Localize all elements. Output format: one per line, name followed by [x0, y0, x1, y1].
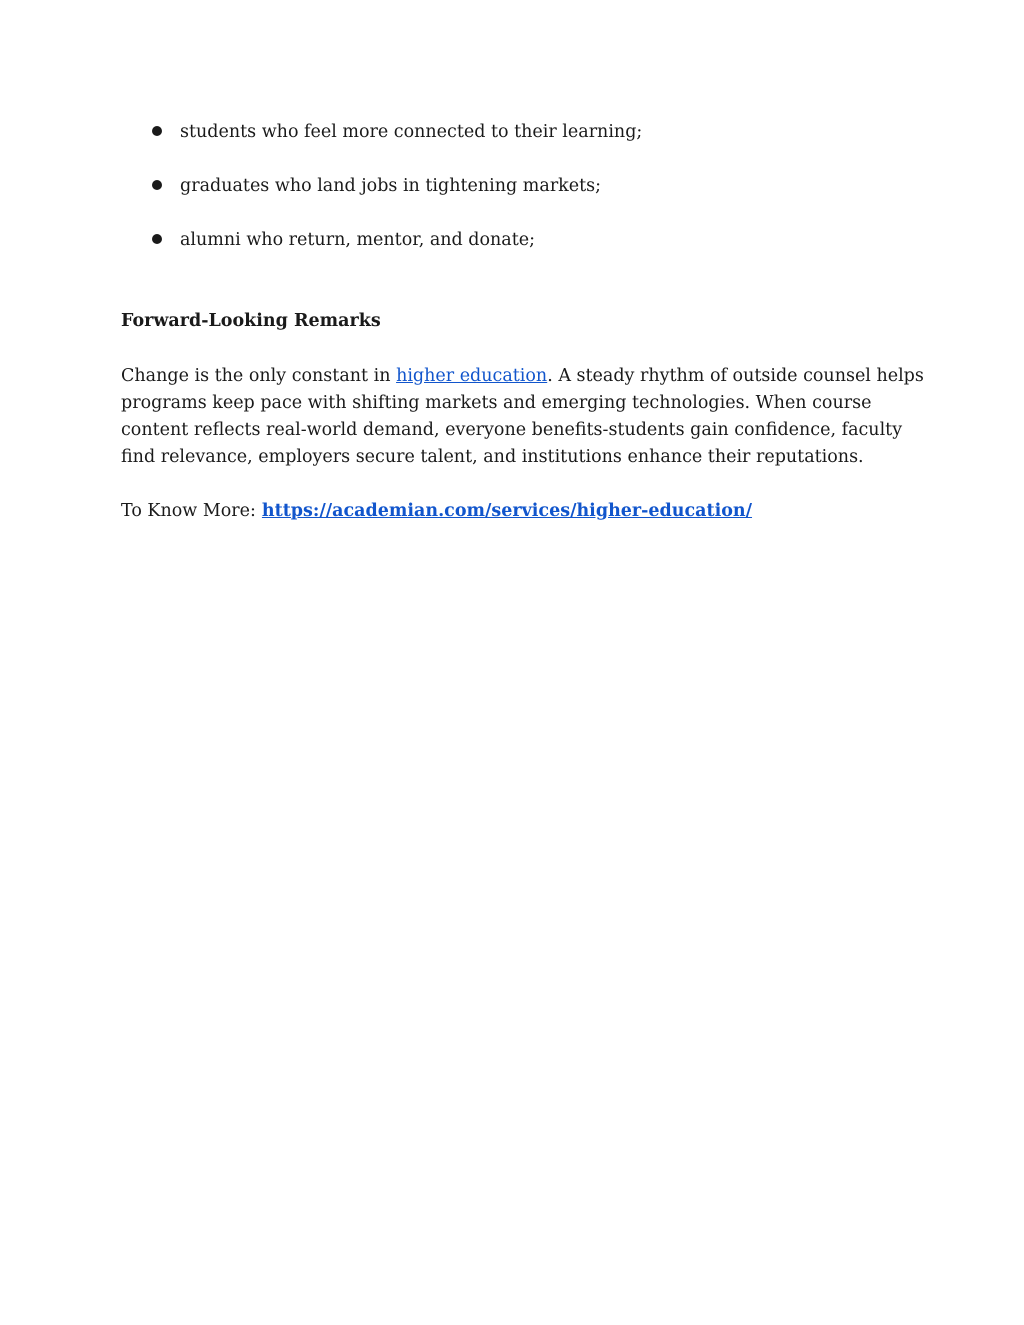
paragraph-line: content reflects real-world demand, everyone benefits-students gain confidence, faculty: [121, 420, 903, 440]
bullet-icon: [152, 234, 162, 244]
bullet-icon: [152, 180, 162, 190]
higher-education-link[interactable]: higher education: [396, 366, 548, 386]
bullet-text: students who feel more connected to their learning;: [180, 122, 643, 142]
academian-url-link[interactable]: https://academian.com/services/higher-education/: [261, 501, 753, 521]
paragraph-line: find relevance, employers secure talent, and institutions enhance their reputations.: [121, 447, 864, 467]
list-item: [152, 119, 642, 146]
paragraph-text: Change is the only constant in: [121, 366, 397, 386]
paragraph-line: [121, 363, 924, 390]
list-item: [152, 227, 642, 254]
know-more-line: [121, 498, 752, 525]
know-more-label: To Know More:: [121, 501, 256, 521]
bullet-text: graduates who land jobs in tightening markets;: [180, 176, 602, 196]
section-heading: Forward-Looking Remarks: [121, 311, 381, 331]
bullet-text: alumni who return, mentor, and donate;: [180, 230, 536, 250]
bullet-list: [152, 119, 642, 281]
paragraph-text: . A steady rhythm of outside counsel helps: [547, 366, 924, 386]
list-item: [152, 173, 642, 200]
bullet-icon: [152, 126, 162, 136]
paragraph-line: programs keep pace with shifting markets and emerging technologies. When course: [121, 393, 872, 413]
body-paragraph: [121, 363, 924, 471]
